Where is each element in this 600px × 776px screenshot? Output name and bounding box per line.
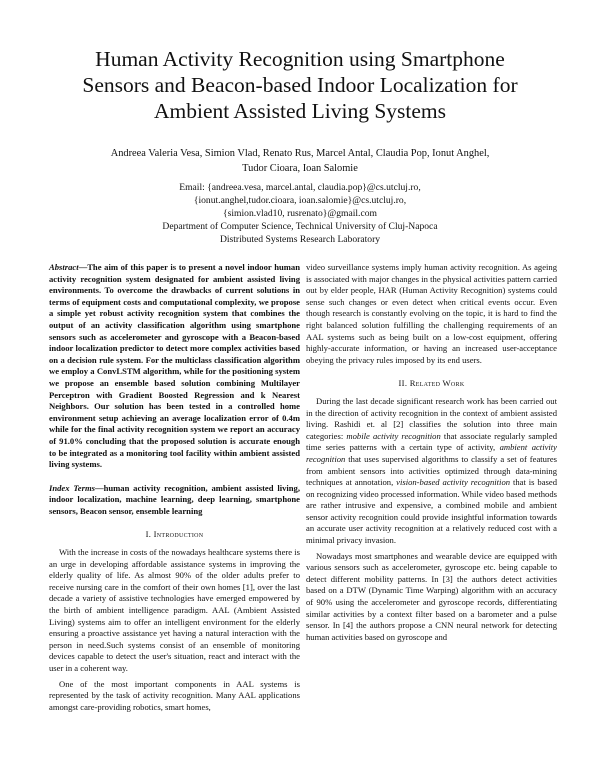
index-terms-label: Index Terms	[49, 482, 95, 493]
section-heading-introduction: I. Introduction	[145, 529, 204, 540]
term-vision-based-activity-recognition: vision-based activity recognition	[396, 477, 511, 488]
term-ambient-activity-recognition: ambient activity recognition	[306, 442, 557, 464]
email-line: {ionut.anghel,tudor.cioara, ioan.salomie}@cs.utcluj.ro,	[193, 195, 407, 207]
text-run: that associate regularly sampled time series patterns with a certain type of activity,	[306, 430, 558, 453]
abstract-text: —The aim of this paper is to present a novel indoor human activity recognition system designated for ambient assisted living environments. To overcome the drawbacks of current solutions in terms of equipment costs and computational complexity, we propose a simple yet robust activity recognition system that combines the output of an activity classification algorithm using smartphone sensors such as accelerometer and gyroscope with a Beacon-based indoor localization predictor to detect more complex activities based on a decision rule system. For the multiclass classification algorithm we employ a ConvLSTM algorithm, while for the positioning system we propose an ensemble based solution combining Multilayer Perceptron with Gradient Boosted Regression and k Nearest Neighbors. Our solution has been tested in a controlled home environment setup achieving an average localization error of 0.4m while for the final activity recognition system we report an accuracy of 91.0% concluding that the proposed solution is accurate enough to be integrated as a monitoring tool facility within ambient assisted living systems.	[49, 262, 300, 470]
left-column	[49, 262, 300, 713]
authors-line: Andreea Valeria Vesa, Simion Vlad, Renato Rus, Marcel Antal, Claudia Pop, Ionut Anghel,	[110, 148, 490, 159]
email-line: {simion.vlad10, rusrenato}@gmail.com	[223, 208, 377, 220]
title-line: Ambient Assisted Living Systems	[153, 99, 447, 123]
lab-line: Distributed Systems Research Laboratory	[219, 234, 381, 246]
title-line: Human Activity Recognition using Smartphone	[95, 47, 505, 71]
intro-paragraph: One of the most important components in AAL systems is represented by the task of activity recognition. Many AAL applications amongst care-providing robotics, smart homes,	[49, 678, 300, 712]
related-work-paragraph: Nowadays most smartphones and wearable device are equipped with various sensors such as accelerometer, gyroscope etc. being capable to detect different mobility patterns. In [3] the authors detect activities based on a DTW (Dynamic Time Warping) algorithm with an accuracy of 90% using the accelerometer and gyroscope records, differentiating similar activities by a context filter based on a barometer and a pulse sensor. In [4] the authors propose a CNN neural network for detecting human activities based on gyroscope and	[306, 550, 557, 642]
intro-paragraph-continued: video surveillance systems imply human activity recognition. As ageing is associated with major changes in the physical activities pattern carried out by elder people, HAR (Human Activity Recognition) systems could sense such changes or even detect when critical events occur. Even though research is constantly evolving on the topic, it is hard to find the right balanced solution fulfilling the challenging requirements of an AAL systems such as being built on a low-cost equipment, offering highly-accurate information, or having an increased user-acceptance obeying the privacy rules imposed by its end users.	[306, 262, 557, 365]
text-run: that uses supervised algorithms to classify a set of features from ambient sensors into activities optimized through data-mining techniques at annotation,	[306, 453, 557, 488]
affiliation-block	[40, 181, 560, 246]
index-terms	[49, 483, 300, 518]
text-run: that is based on recognizing video processed information. While video based methods are rather intrusive and expensive, a combined mobile and ambient sensor activity recognition could provide insightful information towards an accurate user activity recognition at a relatively reduced cost with a minimal privacy invasion.	[306, 477, 558, 546]
section-heading-related-work: II. Related Work	[398, 378, 465, 389]
department-line: Department of Computer Science, Technical University of Cluj-Napoca	[162, 221, 438, 233]
intro-paragraph: With the increase in costs of the nowadays healthcare systems there is an urge in developing affordable assistance systems in improving the elderly quality of life. As almost 90% of the older adults prefer to receive nursing care in the comfort of their own homes [1], over the last decade a variety of assistive technologies have emerged empowered by the birth of ambient intelligence paradigm. AAL (Ambient Assisted Living) systems aim to offer an intelligent environment for the elderly ensuring a proactive assistance yet having a natural interaction with the person in need.Such systems consist of an ensemble of monitoring devices capable to detect the user's situation, react and interact with the user in a coherent way.	[49, 547, 300, 673]
related-work-paragraph	[306, 396, 557, 547]
authors-line: Tudor Cioara, Ioan Salomie	[242, 163, 358, 174]
paper-title	[40, 46, 560, 124]
title-line: Sensors and Beacon-based Indoor Localization for	[82, 73, 518, 97]
term-mobile-activity-recognition: mobile activity recognition	[346, 430, 441, 441]
email-line: Email: {andreea.vesa, marcel.antal, claudia.pop}@cs.utcluj.ro,	[179, 182, 421, 193]
abstract	[49, 262, 300, 471]
index-terms-text: —human activity recognition, ambient assisted living, indoor localization, machine learning, deep learning, smartphone sensors, Beacon sensor, ensemble learning	[49, 482, 301, 516]
right-column	[306, 262, 557, 643]
author-list	[40, 146, 560, 176]
text-run: During the last decade significant research work has been carried out in the direction of activity recognition in the context of ambient assisted living. Rashidi et. al [2] classifies the solution into three main categories:	[306, 395, 557, 441]
abstract-label: Abstract	[49, 262, 79, 272]
